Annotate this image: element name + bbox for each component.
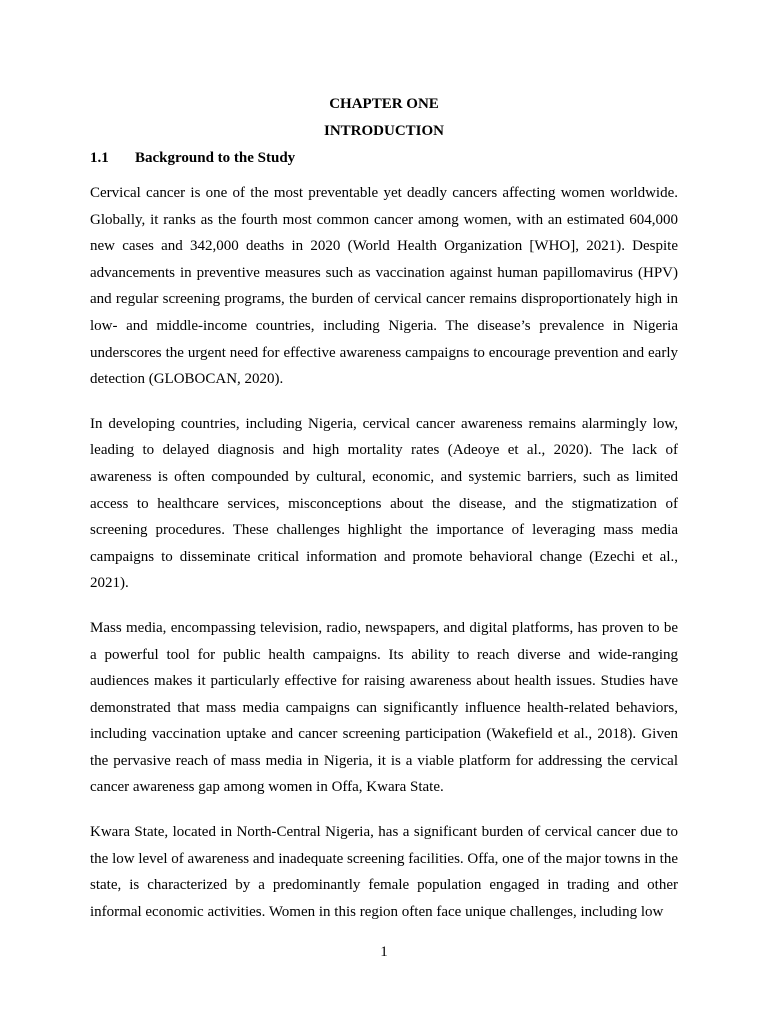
paragraph: Kwara State, located in North-Central Nigeria, has a significant burden of cervical cancer due to the low level of awareness and inadequate screening facilities. Offa, one of the major towns in the state, is characterized by a predominantly female population engaged in trading and other informal economic activities. Women in this region often face unique challenges, including low	[90, 824, 678, 920]
paragraph: In developing countries, including Nigeria, cervical cancer awareness remains alarmingly low, leading to delayed diagnosis and high mortality rates (Adeoye et al., 2020). The lack of awareness is often compounded by cultural, economic, and systemic barriers, such as limited access to healthcare services, misconceptions about the disease, and the stigmatization of screening procedures. These challenges highlight the importance of leveraging mass media campaigns to disseminate critical information and promote behavioral change (Ezechi et al., 2021).	[90, 415, 678, 592]
section-number: 1.1	[90, 150, 109, 166]
paragraph: Mass media, encompassing television, radio, newspapers, and digital platforms, has proven to be a powerful tool for public health campaigns. Its ability to reach diverse and wide-ranging audiences makes it particularly effective for raising awareness about health issues. Studies have demonstrated that mass media campaigns can significantly influence health-related behaviors, including vaccination uptake and cancer screening participation (Wakefield et al., 2018). Given the pervasive reach of mass media in Nigeria, it is a viable platform for addressing the cervical cancer awareness gap among women in Offa, Kwara State.	[90, 619, 678, 796]
section-title: Background to the Study	[135, 150, 296, 166]
chapter-label: CHAPTER ONE	[329, 96, 439, 112]
document-page	[90, 91, 678, 943]
page-number: 1	[380, 944, 388, 960]
section-heading	[90, 145, 678, 172]
paragraph: Cervical cancer is one of the most preventable yet deadly cancers affecting women worldwide. Globally, it ranks as the fourth most common cancer among women, with an estimated 604,000 new cases and 342,000 deaths in 2020 (World Health Organization [WHO], 2021). Despite advancements in preventive measures such as vaccination against human papillomavirus (HPV) and regular screening programs, the burden of cervical cancer remains disproportionately high in low- and middle-income countries, including Nigeria. The disease’s prevalence in Nigeria underscores the urgent need for effective awareness campaigns to encourage prevention and early detection (GLOBOCAN, 2020).	[90, 185, 678, 388]
chapter-title: INTRODUCTION	[323, 123, 444, 139]
